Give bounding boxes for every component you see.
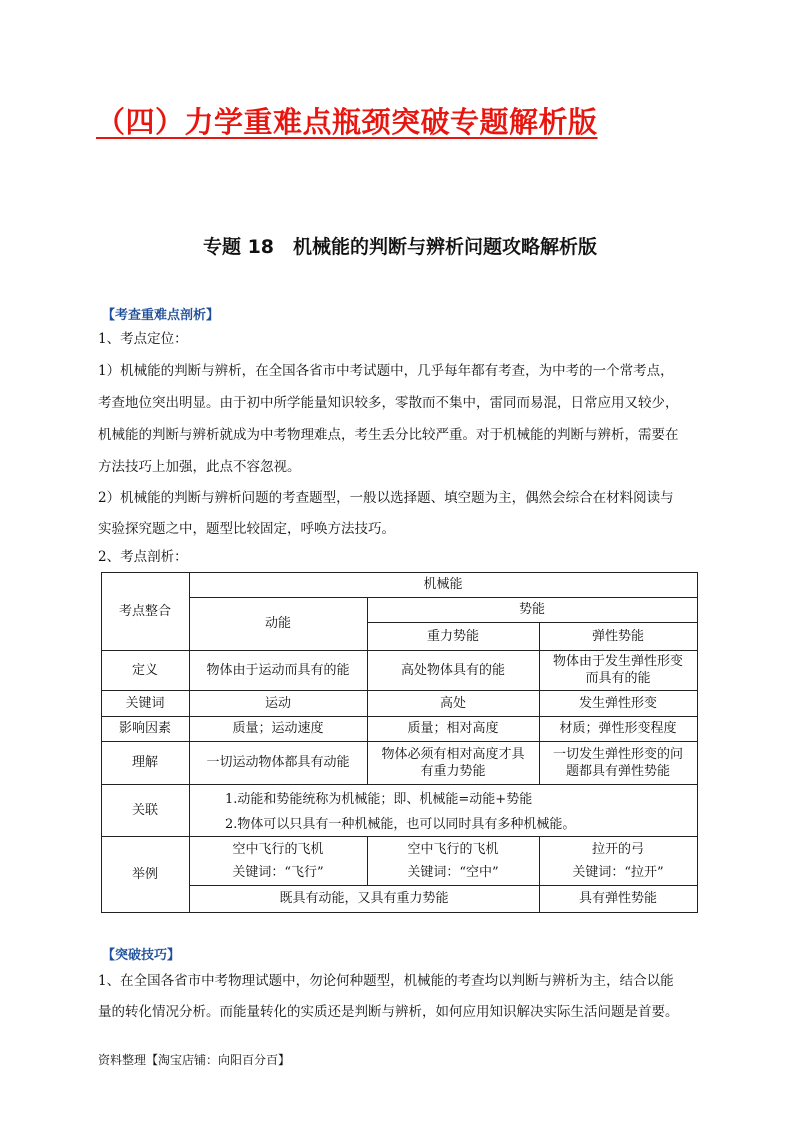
example-cell bbox=[189, 836, 367, 885]
table-cell: 运动 bbox=[264, 695, 291, 711]
header-potential: 势能 bbox=[518, 602, 545, 617]
example-keyword: 关键词：“空中” bbox=[407, 864, 499, 880]
row-label-example: 举例 bbox=[131, 866, 158, 882]
row-label-relation: 关联 bbox=[131, 802, 158, 818]
paragraph-line: 考查地位突出明显。由于初中所学能量知识较多，零散而不集中，雷同而易混，日常应用又较少， bbox=[98, 395, 679, 411]
table-cell: 质量；相对高度 bbox=[407, 721, 499, 736]
example-name: 拉开的弓 bbox=[591, 841, 644, 857]
table-cell: 高处物体具有的能 bbox=[400, 662, 505, 678]
paragraph-line: 2）机械能的判断与辨析问题的考查题型，一般以选择题、填空题为主，偶然会综合在材料阅读与 bbox=[98, 490, 674, 506]
table-cell: 发生弹性形变 bbox=[578, 695, 657, 711]
table-rule bbox=[101, 784, 698, 785]
table-cell: 材质；弹性形变程度 bbox=[559, 721, 677, 736]
table-border bbox=[101, 912, 698, 913]
cell-line: 而具有的能 bbox=[585, 671, 651, 686]
item-kaodian-pouxi: 2、考点剖析： bbox=[98, 549, 188, 565]
table-cell bbox=[539, 650, 697, 690]
section-heading-analysis: 【考查重难点剖析】 bbox=[102, 308, 220, 323]
example-name: 空中飞行的飞机 bbox=[232, 841, 324, 857]
document-main-title: （四）力学重难点瓶颈突破专题解析版 bbox=[96, 105, 598, 139]
relation-line-1: 1.动能和势能统称为机械能；即、机械能=动能+势能 bbox=[225, 792, 533, 807]
paragraph-line: 机械能的判断与辨析就成为中考物理难点，考生丢分比较严重。对于机械能的判断与辨析，需要在 bbox=[98, 427, 679, 443]
topic-title: 专题 18 机械能的判断与辨析问题攻略解析版 bbox=[202, 236, 598, 258]
paragraph-line: 实验探究题之中，题型比较固定，呼唤方法技巧。 bbox=[98, 521, 395, 537]
header-gravitational: 重力势能 bbox=[426, 628, 479, 644]
header-mechanical-energy: 机械能 bbox=[423, 577, 463, 592]
row-label-understanding: 理解 bbox=[131, 755, 158, 770]
paragraph-line: 1）机械能的判断与辨析，在全国各省市中考试题中，几乎每年都有考查，为中考的一个常考点， bbox=[98, 363, 674, 379]
cell-line: 题都具有弹性势能 bbox=[565, 763, 670, 779]
header-kinetic: 动能 bbox=[264, 616, 291, 631]
page-footer: 资料整理【淘宝店铺：向阳百分百】 bbox=[98, 1053, 291, 1067]
table-cell: 一切运动物体都具有动能 bbox=[206, 755, 350, 770]
cell-line: 物体必须有相对高度才具 bbox=[381, 746, 525, 762]
header-kaodian: 考点整合 bbox=[118, 603, 171, 619]
paragraph-line: 方法技巧上加强，此点不容忽视。 bbox=[98, 459, 301, 475]
table-cell: 质量；运动速度 bbox=[232, 721, 324, 736]
table-cell: 物体由于运动而具有的能 bbox=[206, 662, 350, 678]
header-elastic: 弹性势能 bbox=[591, 628, 644, 644]
example-cell bbox=[367, 836, 539, 885]
table-border bbox=[697, 572, 698, 912]
paragraph-line: 1、在全国各省市中考物理试题中，勿论何种题型，机械能的考查均以判断与辨析为主，结合以能 bbox=[98, 973, 674, 989]
example-name: 空中飞行的飞机 bbox=[407, 841, 499, 857]
cell-line: 物体由于发生弹性形变 bbox=[552, 654, 683, 669]
row-label-definition: 定义 bbox=[131, 662, 158, 678]
relation-line-2: 2.物体可以只具有一种机械能，也可以同时具有多种机械能。 bbox=[225, 817, 576, 832]
section-heading-techniques: 【突破技巧】 bbox=[102, 948, 181, 963]
cell-line: 有重力势能 bbox=[420, 763, 486, 779]
example-summary-right: 具有弹性势能 bbox=[578, 891, 657, 906]
row-label-factors: 影响因素 bbox=[118, 721, 171, 736]
example-summary-left: 既具有动能，又具有重力势能 bbox=[279, 891, 449, 906]
table-cell: 高处 bbox=[439, 695, 466, 711]
example-keyword: 关键词：“拉开” bbox=[572, 864, 664, 880]
table-cell bbox=[367, 741, 539, 784]
row-label-keyword: 关键词 bbox=[125, 695, 165, 711]
item-kaodian-dingwei: 1、考点定位： bbox=[98, 331, 188, 347]
paragraph-line: 量的转化情况分析。而能量转化的实质还是判断与辨析，如何应用知识解决实际生活问题是首要。 bbox=[98, 1004, 679, 1020]
example-keyword: 关键词：“飞行” bbox=[232, 864, 324, 880]
cell-line: 一切发生弹性形变的问 bbox=[552, 746, 683, 762]
table-cell bbox=[539, 741, 697, 784]
example-cell bbox=[539, 836, 697, 885]
